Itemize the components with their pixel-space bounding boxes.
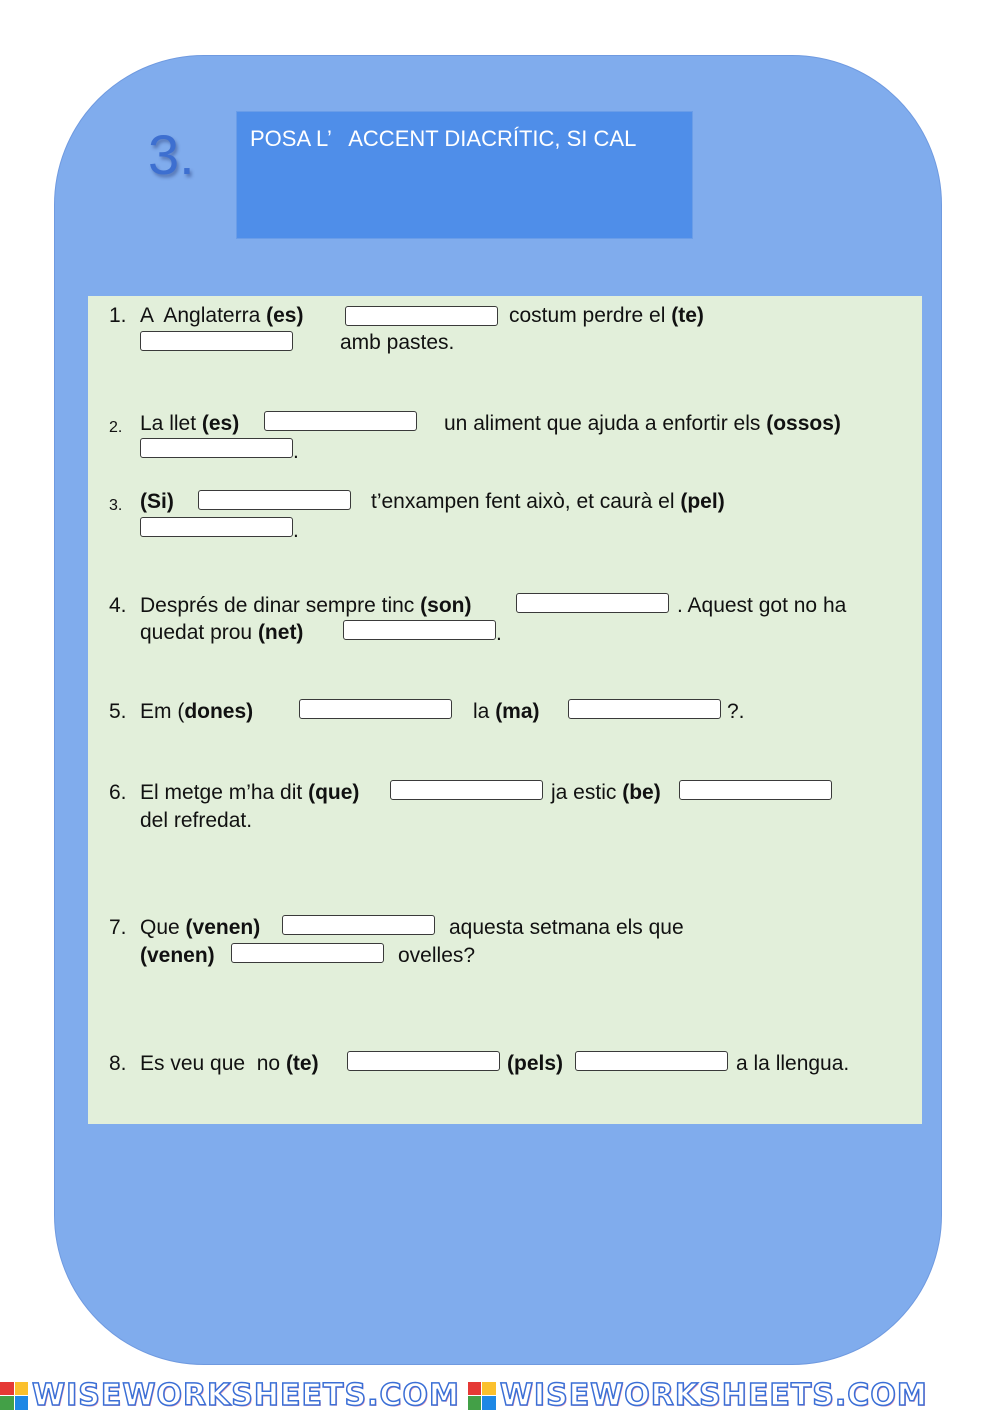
wiseworksheets-logo-repeat[interactable] [468,1378,928,1413]
answer-input-4a[interactable] [516,593,669,613]
item-6-text-d: del refredat. [140,809,253,832]
item-7-number: 7. [109,916,127,939]
answer-input-5b[interactable] [568,699,721,719]
answer-input-1b[interactable] [140,331,293,351]
item-5-text-a: Em (dones) [140,700,254,723]
item-8-text-d: a la llengua. [736,1052,850,1075]
answer-input-1a[interactable] [345,306,498,326]
wiseworksheets-logo-text: WISEWORKSHEETS.COM [32,1378,460,1413]
item-5-text-c: la (ma) [473,700,540,723]
item-1-number: 1. [109,304,127,327]
item-3-text-b: (Si) [140,490,174,513]
wiseworksheets-logo[interactable] [0,1378,460,1413]
item-7-text-a: Que (venen) [140,916,261,939]
title-box [236,111,693,239]
item-6-number: 6. [109,781,127,804]
answer-input-7a[interactable] [282,915,435,935]
item-8-text-c: (pels) [507,1052,564,1075]
answer-input-3b[interactable] [140,517,293,537]
answer-input-5a[interactable] [299,699,452,719]
item-4-number: 4. [109,594,127,617]
item-5-text-d: ?. [727,700,745,723]
item-4-text-a: Després de dinar sempre tinc (son) [140,594,472,617]
item-5-number: 5. [109,700,127,723]
wiseworksheets-logo-text: WISEWORKSHEETS.COM [499,1378,928,1413]
item-8-number: 8. [109,1052,127,1075]
item-6-text-a: El metge m’ha dit (que) [140,781,360,804]
answer-input-3a[interactable] [198,490,351,510]
answer-input-6a[interactable] [390,780,543,800]
item-2-number: 2. [109,419,123,436]
item-8-text-a: Es veu que no (te) [140,1052,319,1075]
wiseworksheets-logo-icon [468,1382,496,1410]
exercise-title: POSA L’ ACCENT DIACRÍTIC, SI CAL [250,126,637,151]
answer-input-8a[interactable] [347,1051,500,1071]
answer-input-2a[interactable] [264,411,417,431]
answer-input-8b[interactable] [575,1051,728,1071]
item-3-text-d: . [293,519,299,542]
wiseworksheets-logo-icon [0,1382,28,1410]
item-1-text-c: costum perdre el (te) [509,304,704,327]
item-3-text-c: t’enxampen fent això, et caurà el (pel) [371,490,725,513]
answer-input-6b[interactable] [679,780,832,800]
item-4-text-d: . [496,622,502,645]
item-7-text-d: ovelles? [398,944,476,967]
answer-input-4b[interactable] [343,620,496,640]
item-4-text-e: quedat prou (net) [140,621,304,644]
item-2-text-c: un aliment que ajuda a enfortir els (ossos) [444,412,841,435]
item-7-text-b2: (venen) [140,944,215,967]
item-7-text-c: aquesta setmana els que [449,916,684,939]
item-2-text-d: . [293,440,299,463]
exercise-number: 3. [148,123,195,186]
item-2-text-a: La llet (es) [140,412,240,435]
answer-input-2b[interactable] [140,438,293,458]
footer-watermark [0,1378,1000,1413]
answer-input-7b[interactable] [231,943,384,963]
item-6-text-c: ja estic (be) [551,781,661,804]
item-1-text-a: A Anglaterra (es) [140,304,304,327]
item-4-text-c: . Aquest got no ha [677,594,847,617]
item-1-text-d: amb pastes. [340,331,455,354]
item-3-number: 3. [109,497,123,514]
